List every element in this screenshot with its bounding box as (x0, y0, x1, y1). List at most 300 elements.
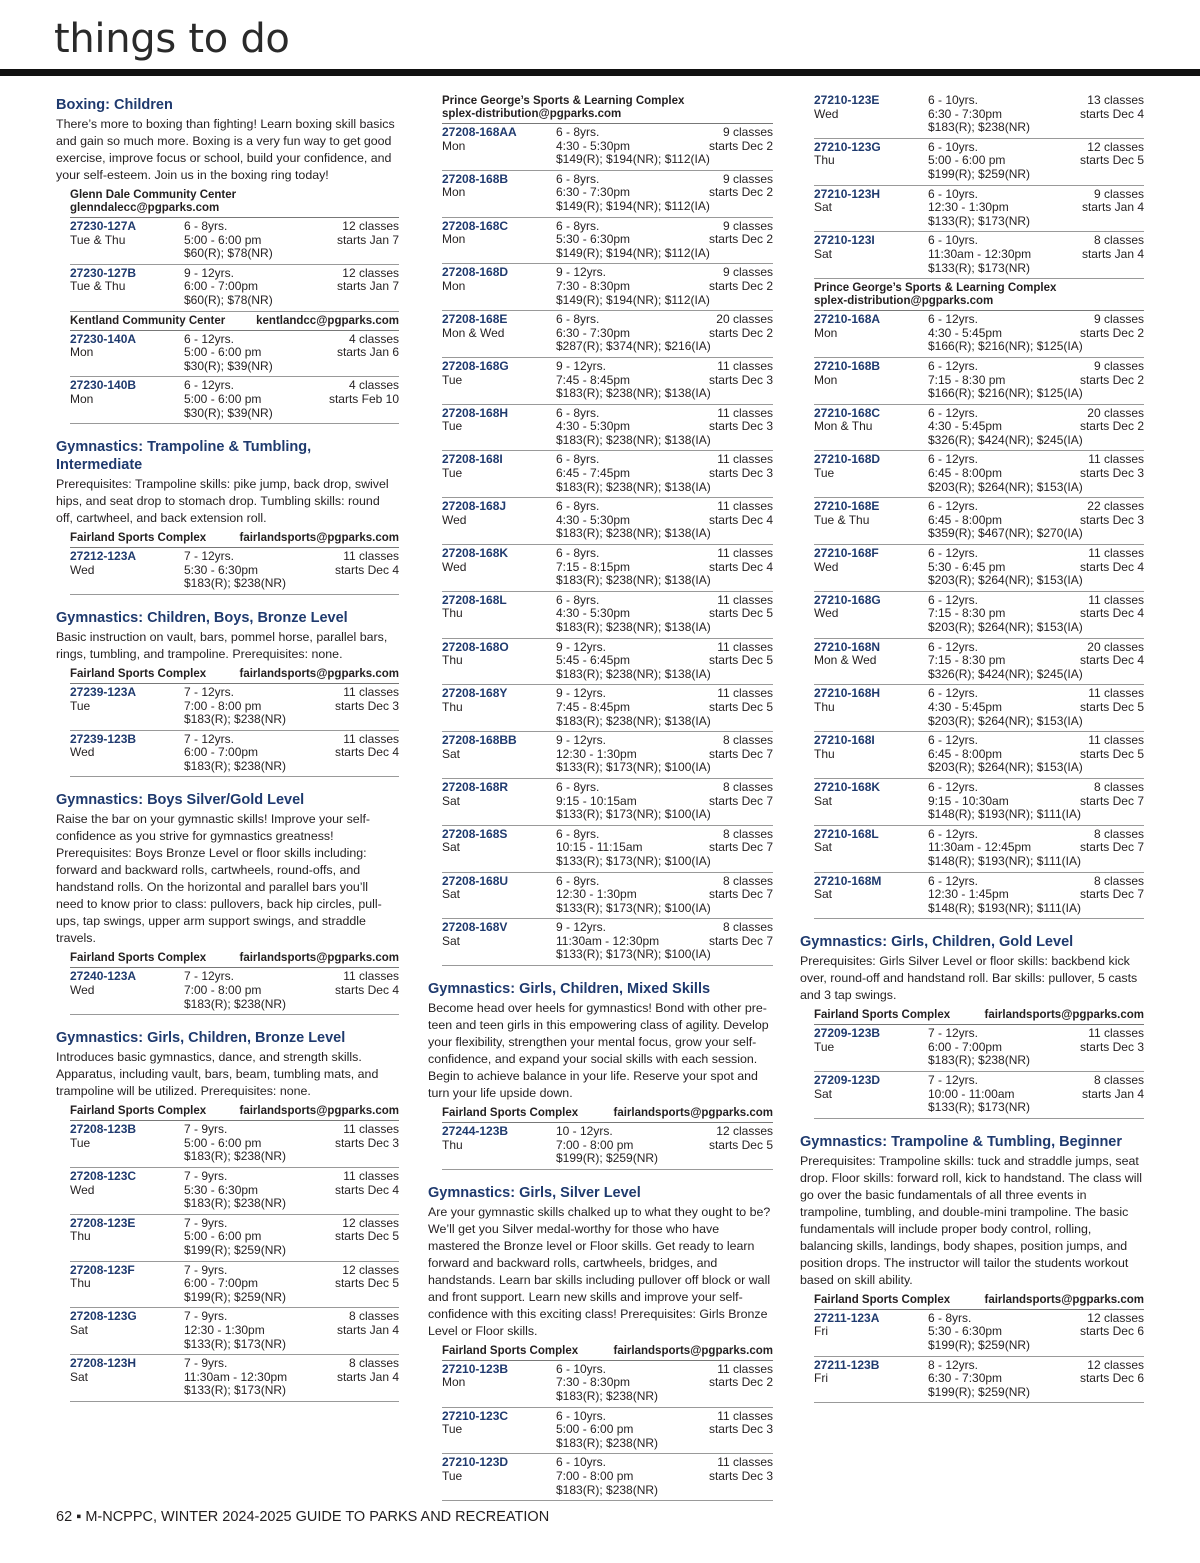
class-count: 12 classes (342, 219, 399, 233)
location-group (800, 1006, 1144, 1119)
meeting-time: 7:15 - 8:30 pm (928, 606, 1006, 621)
listing-line-2 (70, 700, 399, 714)
fee-line: $199(R); $259(NR) (184, 1289, 287, 1304)
age-range: 6 - 12yrs. (928, 405, 979, 420)
listing-line-1 (442, 500, 773, 514)
course-code: 27208-168J (442, 499, 507, 514)
meeting-days: Sat (814, 793, 833, 808)
class-listing (442, 405, 773, 452)
start-date: starts Dec 4 (1079, 559, 1144, 574)
course-code: 27208-168I (442, 452, 503, 467)
meeting-time: 7:00 - 8:00 pm (556, 1469, 634, 1483)
age-range: 6 - 12yrs. (928, 312, 979, 327)
course-code: 27244-123B (442, 1124, 509, 1139)
course-code: 27230-127B (70, 265, 137, 280)
meeting-time: 11:30am - 12:30pm (556, 933, 660, 948)
class-count: 11 classes (1088, 1026, 1144, 1041)
location-name: Prince George’s Sports & Learning Complex (442, 95, 685, 107)
meeting-time: 5:00 - 6:00 pm (184, 391, 262, 406)
fee-line: $133(R); $173(NR); $100(IA) (556, 807, 711, 822)
listing-line-1 (814, 360, 1144, 374)
course-code: 27211-123A (814, 1310, 880, 1325)
meeting-time: 7:15 - 8:30 pm (928, 372, 1006, 387)
class-listing (814, 232, 1144, 279)
meeting-days: Wed (814, 106, 839, 121)
location-email[interactable]: fairlandsports@pgparks.com (239, 952, 399, 965)
meeting-days: Tue & Thu (70, 279, 126, 294)
meeting-days: Sat (814, 246, 833, 261)
class-listing (70, 1308, 399, 1355)
course-section (56, 438, 399, 595)
meeting-days: Tue (442, 1469, 463, 1483)
course-title: Gymnastics: Girls, Children, Mixed Skills (428, 981, 711, 998)
start-date: starts Dec 7 (1079, 887, 1144, 902)
listing-line-1 (70, 267, 399, 281)
class-listing (442, 545, 773, 592)
fee-line: $183(R); $238(NR); $138(IA) (556, 573, 711, 588)
fee-line: $287(R); $374(NR); $216(IA) (556, 339, 711, 354)
fee-line: $183(R); $238(NR) (556, 1435, 659, 1450)
listing-line-2 (70, 1137, 399, 1151)
course-code: 27210-168G (814, 592, 881, 607)
class-count: 8 classes (1093, 1073, 1144, 1088)
class-count: 12 classes (716, 1124, 773, 1139)
fee-line: $149(R); $194(NR); $112(IA) (556, 292, 710, 307)
location-email[interactable]: fairlandsports@pgparks.com (984, 1009, 1144, 1022)
listing-line-1 (814, 781, 1144, 795)
class-count: 11 classes (1088, 733, 1144, 748)
class-listing (442, 1123, 773, 1170)
class-count: 11 classes (717, 686, 773, 701)
age-range: 8 - 12yrs. (928, 1357, 979, 1372)
course-code: 27208-123B (70, 1122, 137, 1137)
meeting-days: Tue (814, 466, 835, 481)
age-range: 9 - 12yrs. (556, 686, 607, 701)
listing-line-1 (70, 220, 399, 234)
location-header (70, 665, 399, 684)
meeting-time: 4:30 - 5:30pm (556, 512, 631, 527)
class-count: 20 classes (1087, 405, 1144, 420)
meeting-time: 6:00 - 7:00pm (184, 279, 259, 294)
class-count: 11 classes (717, 452, 773, 467)
class-count: 11 classes (343, 684, 399, 699)
meeting-time: 4:30 - 5:30pm (556, 419, 631, 434)
course-code: 27208-123E (70, 1215, 136, 1230)
listing-line-1 (442, 1125, 773, 1139)
meeting-time: 7:15 - 8:15pm (556, 559, 631, 574)
listing-line-1 (814, 141, 1144, 155)
fee-line: $133(R); $173(NR); $100(IA) (556, 947, 711, 962)
location-header (442, 1104, 773, 1123)
fee-line: $60(R); $78(NR) (184, 246, 273, 261)
listing-line-2 (442, 795, 773, 809)
course-code: 27210-123G (814, 139, 881, 154)
listing-line-2 (442, 420, 773, 434)
listing-line-2 (814, 1325, 1144, 1339)
meeting-days: Tue (442, 1422, 463, 1437)
start-date: starts Dec 7 (708, 840, 773, 855)
listing-line-1 (814, 594, 1144, 608)
age-range: 7 - 12yrs. (184, 684, 235, 699)
course-description: Introduces basic gymnastics, dance, and strength skills. Apparatus, including vault, bars, beam, tumbling mats, and trampoline will be utilized. Prerequisites: none. (56, 1050, 379, 1099)
class-count: 8 classes (722, 826, 773, 841)
course-code: 27208-168D (442, 265, 509, 280)
course-code: 27210-168H (814, 686, 881, 701)
course-description: Prerequisites: Girls Silver Level or floor skills: backbend kick over, round-off and handstand roll. Bar skills: pullover, 5 casts and 3 tap swings. (800, 954, 1138, 1003)
course-code: 27210-168D (814, 452, 881, 467)
class-listing (70, 968, 399, 1015)
class-count: 11 classes (717, 639, 773, 654)
location-name: Fairland Sports Complex (814, 1009, 951, 1022)
course-code: 27208-168E (442, 312, 508, 327)
listing-line-2 (442, 327, 773, 341)
listing-line-1 (814, 1312, 1144, 1326)
meeting-days: Wed (814, 606, 839, 621)
age-range: 6 - 8yrs. (184, 219, 228, 233)
location-email[interactable]: splex-distribution@pgparks.com (814, 295, 994, 308)
location-group (428, 92, 773, 966)
listing-line-1 (442, 1363, 773, 1377)
class-listing (814, 498, 1144, 545)
meeting-time: 6:45 - 7:45pm (556, 466, 631, 481)
meeting-days: Thu (70, 1276, 91, 1291)
start-date: starts Dec 2 (708, 278, 773, 293)
class-count: 11 classes (717, 1408, 773, 1423)
class-count: 11 classes (343, 1169, 399, 1184)
meeting-days: Wed (70, 562, 95, 577)
age-range: 6 - 10yrs. (556, 1408, 607, 1423)
course-code: 27210-168L (814, 826, 879, 841)
class-count: 11 classes (343, 731, 399, 746)
column-3 (800, 92, 1144, 1417)
listing-line-2 (814, 1372, 1144, 1386)
age-range: 6 - 12yrs. (928, 826, 979, 841)
start-date: starts Dec 2 (708, 138, 773, 153)
meeting-time: 6:00 - 7:00pm (184, 745, 259, 760)
start-date: starts Dec 6 (1079, 1324, 1144, 1339)
class-listing (814, 685, 1144, 732)
class-listing (442, 171, 773, 218)
start-date: starts Dec 3 (1079, 512, 1144, 527)
meeting-time: 7:00 - 8:00 pm (184, 983, 262, 998)
age-range: 7 - 12yrs. (184, 549, 235, 564)
class-listing (814, 1025, 1144, 1072)
listing-line-1 (814, 407, 1144, 421)
class-count: 20 classes (716, 312, 773, 327)
class-count: 11 classes (343, 549, 399, 564)
location-header (814, 1291, 1144, 1310)
course-code: 27210-123D (442, 1455, 509, 1470)
age-range: 6 - 8yrs. (928, 1310, 972, 1325)
listing-line-1 (442, 734, 773, 748)
fee-line: $326(R); $424(NR); $245(IA) (928, 432, 1083, 447)
course-code: 27208-123F (70, 1262, 135, 1277)
course-title: Gymnastics: Children, Boys, Bronze Level (56, 609, 348, 626)
class-count: 9 classes (722, 218, 773, 233)
meeting-days: Sat (814, 887, 833, 902)
fee-line: $166(R); $216(NR); $125(IA) (928, 386, 1083, 401)
location-email[interactable]: fairlandsports@pgparks.com (613, 1344, 773, 1357)
course-code: 27210-123B (442, 1361, 509, 1376)
header-rule (0, 69, 1200, 76)
meeting-days: Mon & Wed (442, 325, 505, 340)
listing-line-1 (70, 1310, 399, 1324)
class-count: 8 classes (1093, 873, 1144, 888)
listing-line-2 (70, 984, 399, 998)
meeting-days: Tue (70, 698, 91, 713)
start-date: starts Dec 7 (1079, 793, 1144, 808)
age-range: 7 - 12yrs. (184, 731, 235, 746)
listing-line-1 (442, 266, 773, 280)
course-description: Basic instruction on vault, bars, pommel horse, parallel bars, rings, tumbling, and trampoline. Prerequisites: none. (56, 629, 388, 661)
listing-line-2 (442, 1423, 773, 1437)
location-email[interactable]: glenndalecc@pgparks.com (70, 202, 220, 214)
age-range: 9 - 12yrs. (556, 639, 607, 654)
meeting-time: 6:45 - 8:00pm (928, 512, 1003, 527)
class-count: 11 classes (343, 1122, 399, 1137)
start-date: starts Dec 2 (708, 325, 773, 340)
course-title: Boxing: Children (56, 97, 173, 113)
listing-line-2 (442, 607, 773, 621)
class-count: 11 classes (1088, 686, 1144, 701)
class-listing (814, 1357, 1144, 1404)
listing-line-2 (814, 514, 1144, 528)
meeting-time: 7:30 - 8:30pm (556, 278, 631, 293)
fee-line: $149(R); $194(NR); $112(IA) (556, 198, 710, 213)
age-range: 6 - 8yrs. (556, 592, 600, 607)
start-date: starts Dec 7 (708, 887, 773, 902)
start-date: starts Dec 4 (708, 559, 773, 574)
fee-line: $203(R); $264(NR); $153(IA) (928, 760, 1083, 775)
fee-line: $149(R); $194(NR); $112(IA) (556, 245, 710, 260)
course-code: 27210-168B (814, 358, 881, 373)
course-code: 27210-168A (814, 312, 881, 327)
listing-line-1 (442, 453, 773, 467)
fee-line: $183(R); $238(NR); $138(IA) (556, 386, 711, 401)
class-listing (442, 124, 773, 171)
course-code: 27208-123G (70, 1309, 137, 1324)
age-range: 6 - 12yrs. (928, 452, 979, 467)
listing-line-1 (442, 360, 773, 374)
fee-line: $199(R); $259(NR) (928, 1338, 1031, 1353)
course-code: 27208-123H (70, 1356, 137, 1371)
listing-line-2 (70, 1184, 399, 1198)
location-group (800, 1291, 1144, 1404)
location-email[interactable]: fairlandsports@pgparks.com (239, 1105, 399, 1118)
listing-line-1 (442, 1410, 773, 1424)
class-listing (814, 779, 1144, 826)
listing-line-2 (70, 280, 399, 294)
listing-line-2 (442, 748, 773, 762)
meeting-days: Mon (442, 138, 466, 153)
class-count: 11 classes (717, 1361, 773, 1376)
class-listing (70, 331, 399, 378)
course-description: There’s more to boxing than fighting! Learn boxing skill basics and gain so much more. Boxing is a very fun way to get good exercise, improve focus or school, build your confidence, and your self-esteem. Join us in the boxing ring today! (56, 117, 395, 182)
class-listing (442, 218, 773, 265)
listing-line-1 (442, 641, 773, 655)
course-code: 27230-127A (70, 219, 137, 233)
class-listing (70, 1262, 399, 1309)
class-listing (70, 1168, 399, 1215)
meeting-days: Tue (814, 1039, 835, 1054)
class-count: 11 classes (343, 969, 399, 984)
start-date: starts Dec 7 (1079, 840, 1144, 855)
listing-line-1 (442, 875, 773, 889)
fee-line: $183(R); $238(NR) (184, 576, 287, 591)
start-date: starts Dec 7 (708, 746, 773, 761)
meeting-time: 7:45 - 8:45pm (556, 372, 631, 387)
fee-line: $183(R); $238(NR) (928, 1053, 1031, 1068)
age-range: 7 - 9yrs. (184, 1122, 228, 1137)
class-listing (814, 1310, 1144, 1357)
course-code: 27208-168K (442, 546, 509, 561)
listing-line-1 (814, 641, 1144, 655)
course-code: 27208-168H (442, 405, 509, 420)
location-email[interactable]: fairlandsports@pgparks.com (239, 667, 399, 680)
listing-line-1 (814, 313, 1144, 327)
age-range: 6 - 10yrs. (556, 1361, 607, 1376)
meeting-days: Fri (814, 1324, 828, 1339)
listing-line-1 (814, 875, 1144, 889)
meeting-days: Mon (442, 232, 466, 247)
course-code: 27208-168BB (442, 733, 517, 748)
course-section (800, 1133, 1144, 1404)
listing-line-1 (814, 234, 1144, 248)
course-code: 27240-123A (70, 969, 137, 984)
listing-line-2 (814, 201, 1144, 215)
meeting-days: Mon (70, 391, 94, 406)
meeting-days: Tue & Thu (70, 232, 126, 247)
meeting-days: Mon (814, 372, 838, 387)
listing-line-2 (814, 374, 1144, 388)
location-name: Glenn Dale Community Center (70, 189, 237, 201)
meeting-days: Tue (442, 372, 463, 387)
course-code: 27210-123C (442, 1408, 509, 1423)
class-count: 9 classes (722, 265, 773, 280)
age-range: 9 - 12yrs. (556, 358, 607, 373)
meeting-days: Sat (442, 933, 461, 948)
course-code: 27212-123A (70, 549, 137, 564)
location-group (800, 279, 1144, 919)
class-count: 9 classes (722, 171, 773, 186)
class-count: 8 classes (722, 873, 773, 888)
listing-line-1 (442, 921, 773, 935)
start-date: starts Dec 4 (1079, 106, 1144, 121)
meeting-days: Tue (70, 1135, 91, 1150)
age-range: 6 - 10yrs. (928, 186, 979, 201)
class-listing (70, 548, 399, 595)
listing-line-2 (70, 1324, 399, 1338)
class-count: 12 classes (342, 265, 399, 280)
location-email[interactable]: fairlandsports@pgparks.com (984, 1293, 1144, 1306)
meeting-days: Sat (442, 887, 461, 902)
class-listing (814, 592, 1144, 639)
class-count: 11 classes (717, 358, 773, 373)
age-range: 9 - 12yrs. (184, 265, 235, 280)
age-range: 9 - 12yrs. (556, 733, 607, 748)
class-listing (814, 139, 1144, 186)
listing-line-1 (70, 1170, 399, 1184)
location-name: Kentland Community Center (70, 314, 226, 327)
listing-line-2 (814, 1041, 1144, 1055)
age-range: 6 - 12yrs. (928, 592, 979, 607)
location-email[interactable]: fairlandsports@pgparks.com (239, 532, 399, 545)
class-count: 22 classes (1087, 499, 1144, 514)
listing-line-2 (814, 1088, 1144, 1102)
course-title: Gymnastics: Trampoline & Tumbling, Beginner (800, 1133, 1123, 1150)
start-date: starts Jan 4 (1081, 200, 1144, 215)
class-listing (442, 873, 773, 920)
meeting-time: 5:45 - 6:45pm (556, 653, 631, 668)
location-email[interactable]: kentlandcc@pgparks.com (256, 314, 399, 327)
fee-line: $133(R); $173(NR); $100(IA) (556, 760, 711, 775)
meeting-days: Mon (814, 325, 838, 340)
start-date: starts Dec 5 (708, 653, 773, 668)
listing-line-1 (814, 734, 1144, 748)
age-range: 7 - 12yrs. (928, 1026, 979, 1041)
course-code: 27208-168C (442, 218, 509, 233)
course-description: Raise the bar on your gymnastic skills! Improve your self-confidence as you strive for gymnastics greatness! Prerequisites: Boys Bronze Level or floor skills including: forward and backward rolls, cartwheels, round-offs, and handstand rolls. On the horizontal and parallel bars you’ll need to know prior to class: pullovers, back hip circles, pull-ups, tap swings, upper arm support swings, and straddle travels. (56, 812, 382, 946)
age-range: 6 - 8yrs. (556, 218, 600, 233)
location-group (56, 1102, 399, 1402)
start-date: starts Dec 3 (334, 698, 399, 713)
fee-line: $183(R); $238(NR); $138(IA) (556, 432, 711, 447)
age-range: 6 - 8yrs. (556, 452, 600, 467)
fee-line: $199(R); $259(NR) (184, 1243, 287, 1257)
class-listing (70, 218, 399, 265)
location-name: Fairland Sports Complex (70, 952, 207, 965)
listing-line-2 (814, 841, 1144, 855)
class-count: 8 classes (1093, 826, 1144, 841)
fee-line: $199(R); $259(NR) (928, 166, 1031, 181)
age-range: 7 - 9yrs. (184, 1356, 228, 1371)
fee-line: $183(R); $238(NR) (184, 758, 287, 773)
location-email[interactable]: splex-distribution@pgparks.com (442, 108, 622, 120)
class-count: 8 classes (722, 920, 773, 935)
meeting-time: 4:30 - 5:30pm (556, 138, 631, 153)
location-email[interactable]: fairlandsports@pgparks.com (613, 1107, 773, 1120)
class-count: 12 classes (342, 1215, 399, 1230)
class-listing (442, 919, 773, 966)
meeting-time: 5:00 - 6:00 pm (184, 232, 262, 247)
start-date: starts Dec 4 (334, 1182, 399, 1197)
meeting-time: 5:30 - 6:30pm (184, 1182, 259, 1197)
start-date: starts Jan 7 (336, 279, 399, 294)
start-date: starts Dec 5 (1079, 153, 1144, 168)
fee-line: $30(R); $39(NR) (184, 358, 273, 373)
meeting-time: 5:00 - 6:00 pm (184, 1135, 262, 1150)
listing-line-1 (70, 379, 399, 393)
class-count: 11 classes (717, 546, 773, 561)
meeting-days: Thu (442, 606, 463, 621)
start-date: starts Dec 3 (708, 372, 773, 387)
class-listing (442, 451, 773, 498)
fee-line: $183(R); $238(NR) (556, 1482, 659, 1497)
start-date: starts Dec 5 (1079, 746, 1144, 761)
start-date: starts Jan 6 (336, 345, 399, 360)
meeting-time: 6:45 - 8:00pm (928, 746, 1003, 761)
class-count: 9 classes (1093, 312, 1144, 327)
listing-line-2 (70, 346, 399, 360)
listing-line-2 (814, 108, 1144, 122)
age-range: 7 - 12yrs. (928, 1073, 979, 1088)
class-listing (70, 1355, 399, 1402)
class-listing (70, 1121, 399, 1168)
listing-line-1 (814, 1027, 1144, 1041)
column-1 (56, 92, 399, 1416)
meeting-days: Tue (442, 466, 463, 481)
meeting-days: Fri (814, 1371, 828, 1386)
